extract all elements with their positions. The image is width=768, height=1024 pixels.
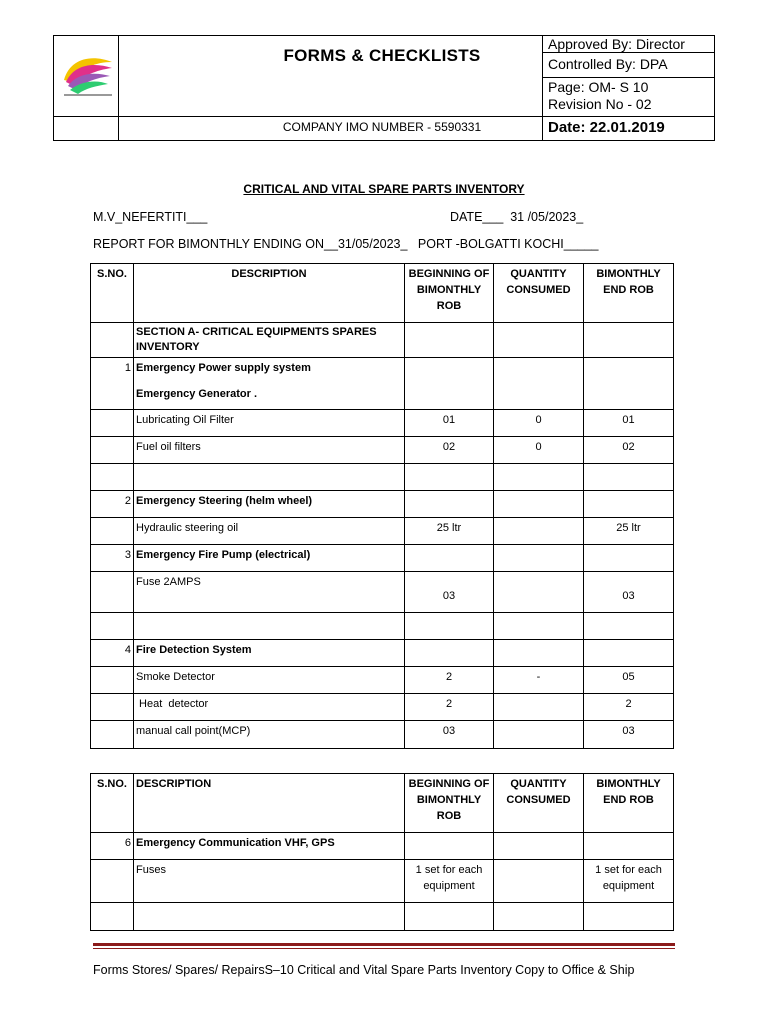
footer-divider-thin (93, 948, 675, 949)
row-description: Emergency Communication VHF, GPS (134, 833, 405, 860)
row-sno: 4 (91, 640, 134, 667)
row-description: Fuses (134, 860, 405, 903)
inventory-table-1 (90, 263, 674, 749)
section-title: SECTION A- CRITICAL EQUIPMENTS SPARES INVENTORY (134, 323, 405, 358)
row-beginning-rob: 02 (405, 437, 494, 464)
col-header-description: DESCRIPTION (134, 774, 405, 833)
col-header-beginning-rob: BEGINNING OF BIMONTHLY ROB (405, 264, 494, 323)
row-beginning-rob (405, 491, 494, 518)
row-sno (91, 694, 134, 721)
revision-number: Revision No - 02 (548, 96, 652, 112)
table-row (91, 437, 674, 464)
row-description-line-1: Emergency Power supply system (136, 362, 311, 374)
row-description (134, 464, 405, 491)
row-quantity-consumed: 0 (494, 410, 584, 437)
row-quantity-consumed (494, 545, 584, 572)
footer-divider (93, 943, 675, 946)
page-number: Page: OM- S 10 (548, 79, 649, 95)
row-beginning-rob: 2 (405, 694, 494, 721)
col-header-end-rob: BIMONTHLY END ROB (584, 264, 674, 323)
col-header-quantity-consumed: QUANTITY CONSUMED (494, 774, 584, 833)
row-end-rob: 25 ltr (584, 518, 674, 545)
row-end-rob (584, 903, 674, 931)
report-period-line: REPORT FOR BIMONTHLY ENDING ON__31/05/2023_ PORT -BOLGATTI KOCHI_____ (93, 237, 599, 251)
table-row (91, 491, 674, 518)
row-end-rob: 1 set for each equipment (584, 860, 674, 903)
table-row (91, 518, 674, 545)
table-header-row (91, 264, 674, 323)
row-quantity-consumed: - (494, 667, 584, 694)
row-description: Fire Detection System (134, 640, 405, 667)
row-quantity-consumed (494, 572, 584, 613)
table-row (91, 860, 674, 903)
row-description: manual call point(MCP) (134, 721, 405, 749)
row-quantity-consumed (494, 613, 584, 640)
row-sno: 6 (91, 833, 134, 860)
row-beginning-rob (405, 903, 494, 931)
row-end-rob: 03 (584, 721, 674, 749)
row-end-rob (584, 833, 674, 860)
row-sno (91, 464, 134, 491)
row-description: Fuse 2AMPS (134, 572, 405, 613)
row-quantity-consumed (494, 833, 584, 860)
row-quantity-consumed (494, 903, 584, 931)
row-sno (91, 518, 134, 545)
row-beginning-rob (405, 545, 494, 572)
table-row (91, 613, 674, 640)
table-row (91, 572, 674, 613)
row-description: Heat detector (134, 694, 405, 721)
company-imo-number: COMPANY IMO NUMBER - 5590331 (282, 120, 482, 134)
row-description: Lubricating Oil Filter (134, 410, 405, 437)
row-beginning-rob (405, 833, 494, 860)
header-title: FORMS & CHECKLISTS (283, 46, 481, 65)
row-beginning-rob (405, 464, 494, 491)
row-sno: 3 (91, 545, 134, 572)
table-row (91, 640, 674, 667)
row-quantity-consumed (494, 860, 584, 903)
row-quantity-consumed (494, 518, 584, 545)
row-description: Emergency Fire Pump (electrical) (134, 545, 405, 572)
document-title: CRITICAL AND VITAL SPARE PARTS INVENTORY (243, 182, 525, 196)
row-quantity-consumed (494, 640, 584, 667)
row-description: Hydraulic steering oil (134, 518, 405, 545)
table-row (91, 410, 674, 437)
row-description: Emergency Steering (helm wheel) (134, 491, 405, 518)
row-description-line-2: Emergency Generator . (136, 388, 258, 400)
col-header-sno: S.NO. (91, 774, 134, 833)
row-end-rob (584, 464, 674, 491)
row-sno (91, 721, 134, 749)
row-description: Fuel oil filters (134, 437, 405, 464)
row-quantity-consumed (494, 464, 584, 491)
row-beginning-rob: 2 (405, 667, 494, 694)
col-header-sno: S.NO. (91, 264, 134, 323)
row-end-rob (584, 640, 674, 667)
table-row (91, 721, 674, 749)
row-description (134, 613, 405, 640)
row-quantity-consumed: 0 (494, 437, 584, 464)
footer-text: Forms Stores/ Spares/ RepairsS–10 Critical and Vital Spare Parts Inventory Copy to Office & Ship (93, 963, 635, 977)
header-date: Date: 22.01.2019 (548, 119, 665, 136)
row-beginning-rob (405, 613, 494, 640)
row-beginning-rob (405, 640, 494, 667)
row-sno: 1 (91, 358, 134, 410)
row-quantity-consumed (494, 694, 584, 721)
row-sno (91, 572, 134, 613)
row-sno: 2 (91, 491, 134, 518)
row-beginning-rob: 01 (405, 410, 494, 437)
table-header-row (91, 774, 674, 833)
row-sno (91, 437, 134, 464)
report-date: DATE___ 31 /05/2023_ (450, 210, 584, 224)
row-description (134, 358, 405, 410)
row-end-rob: 03 (584, 572, 674, 613)
row-end-rob: 05 (584, 667, 674, 694)
row-sno (91, 613, 134, 640)
row-end-rob: 2 (584, 694, 674, 721)
table-row (91, 358, 674, 410)
col-header-end-rob: BIMONTHLY END ROB (584, 774, 674, 833)
approved-by: Approved By: Director (548, 36, 685, 52)
row-end-rob (584, 358, 674, 410)
row-end-rob (584, 613, 674, 640)
row-quantity-consumed (494, 721, 584, 749)
row-beginning-rob (405, 358, 494, 410)
table-row (91, 903, 674, 931)
table-row (91, 694, 674, 721)
row-description (134, 903, 405, 931)
document-header (53, 35, 715, 141)
table-row (91, 464, 674, 491)
controlled-by: Controlled By: DPA (548, 56, 668, 72)
company-logo (60, 50, 116, 100)
table-row (91, 833, 674, 860)
row-end-rob (584, 491, 674, 518)
inventory-table-2 (90, 773, 674, 931)
col-header-beginning-rob: BEGINNING OF BIMONTHLY ROB (405, 774, 494, 833)
col-header-description: DESCRIPTION (134, 264, 405, 323)
row-beginning-rob: 1 set for each equipment (405, 860, 494, 903)
row-quantity-consumed (494, 358, 584, 410)
row-sno (91, 667, 134, 694)
row-end-rob: 01 (584, 410, 674, 437)
row-sno (91, 410, 134, 437)
col-header-quantity-consumed: QUANTITY CONSUMED (494, 264, 584, 323)
table-row (91, 545, 674, 572)
table-row (91, 667, 674, 694)
vessel-name: M.V_NEFERTITI___ (93, 210, 208, 224)
row-end-rob: 02 (584, 437, 674, 464)
row-sno (91, 903, 134, 931)
row-description: Smoke Detector (134, 667, 405, 694)
row-beginning-rob: 25 ltr (405, 518, 494, 545)
row-quantity-consumed (494, 491, 584, 518)
row-sno (91, 860, 134, 903)
row-beginning-rob: 03 (405, 721, 494, 749)
row-beginning-rob: 03 (405, 572, 494, 613)
row-end-rob (584, 545, 674, 572)
section-row (91, 323, 674, 358)
